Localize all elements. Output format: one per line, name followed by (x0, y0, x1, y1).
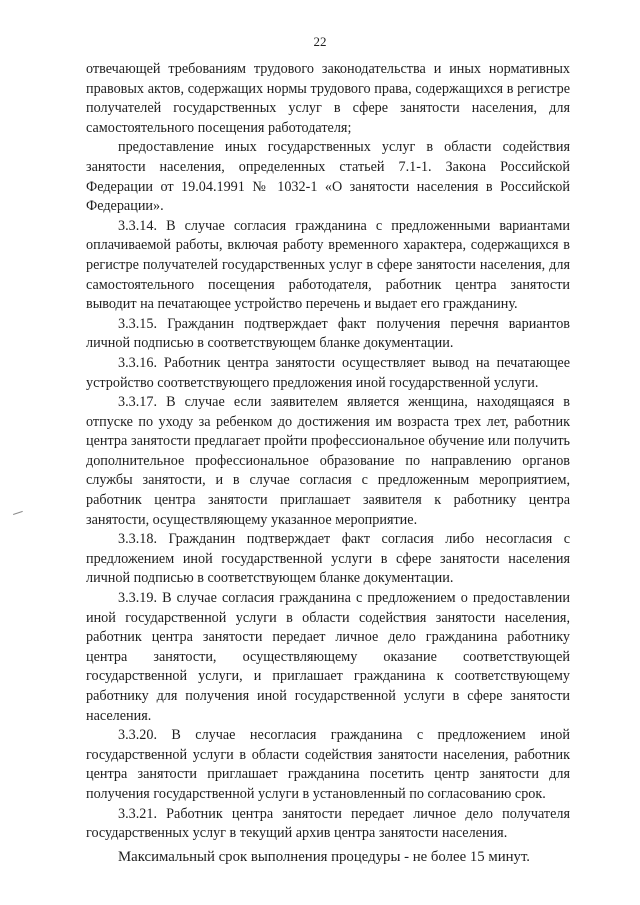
paragraph-3-3-18: 3.3.18. Гражданин подтверждает факт согласия либо несогласия с предложением иной государственной услуги в сфере занятости населения личной подписью в соответствующем бланке документации. (86, 531, 570, 587)
paragraph-continuation: отвечающей требованиям трудового законодательства и иных нормативных правовых актов, содержащих нормы трудового права, содержащихся в регистре получателей государственных услуг в сфере занятости населения, для самостоятельного посещения работодателя; (86, 61, 570, 136)
paragraph-3-3-20: 3.3.20. В случае несогласия гражданина с предложением иной государственной услуги в области содействия занятости населения, работник центра занятости приглашает гражданина посетить центр занятости для получения государственной услуги в установленный по согласованию срок. (86, 727, 570, 802)
paragraph-3-3-21: 3.3.21. Работник центра занятости передает личное дело получателя государственных услуг в текущий архив центра занятости населения. (86, 805, 570, 842)
paragraph-other-services: предоставление иных государственных услуг в области содействия занятости населения, определенных статьей 7.1-1. Закона Российской Федерации от 19.04.1991 № 1032-1 «О занятости населения в Российской Федерации». (86, 139, 570, 215)
paragraph-max-time: Максимальный срок выполнения процедуры - не более 15 минут. (118, 848, 531, 865)
paragraph-3-3-14: 3.3.14. В случае согласия гражданина с предложенными вариантами оплачиваемой работы, включая работу временного характера, содержащихся в регистре получателей государственных услуг в сфере занятости населения, для самостоятельного посещения работодателя, работник центра занятости выводит на печатающее устройство перечень и выдает его гражданину. (86, 217, 570, 313)
paragraph-3-3-15: 3.3.15. Гражданин подтверждает факт получения перечня вариантов личной подписью в соответствующем бланке документации. (86, 315, 570, 352)
document-body (86, 60, 570, 868)
page-number: 22 (313, 34, 327, 49)
paragraph-3-3-16: 3.3.16. Работник центра занятости осуществляет вывод на печатающее устройство соответствующего предложения иной государственной услуги. (86, 354, 570, 391)
paragraph-3-3-17: 3.3.17. В случае если заявителем является женщина, находящаяся в отпуске по уходу за ребенком до достижения им возраста трех лет, работник центра занятости предлагает пройти профессиональное обучение или получить дополнительное профессиональное образование по направлению органов службы занятости, и в случае согласия с предложенным мероприятием, работник центра занятости приглашает заявителя к работнику центра занятости, осуществляющему указанное мероприятие. (86, 394, 570, 528)
paragraph-3-3-19: 3.3.19. В случае согласия гражданина с предложением о предоставлении иной государственной услуги в области содействия занятости населения, работник центра занятости передает личное дело гражданина работнику центра занятости, осуществляющему оказание соответствующей государственной услуги, и приглашает гражданина к соответствующему работнику для получения иной государственной услуги в сфере занятости населения. (86, 590, 570, 724)
margin-pen-mark (13, 511, 25, 521)
